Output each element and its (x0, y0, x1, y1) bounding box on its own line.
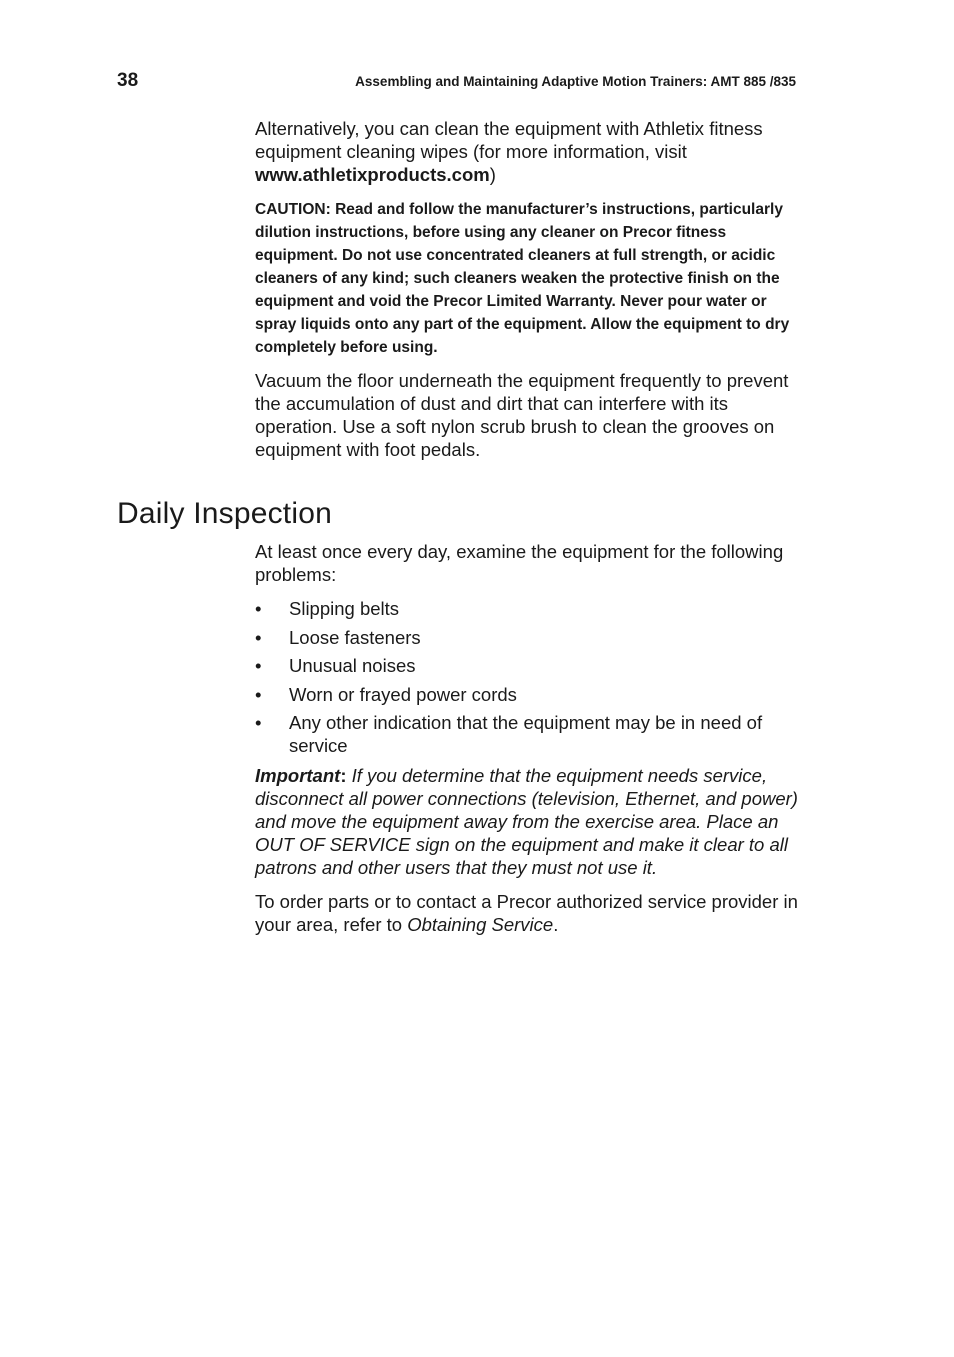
important-colon: : (340, 765, 347, 786)
important-text: If you determine that the equipment needs service, disconnect all power connections (television, Ethernet, and power) and move the equipment away from the exercise area. Place an OUT OF SERVICE sign on the equipment and make it clear to all patrons and other users that they must not use it. (255, 765, 798, 878)
section-heading-daily-inspection: Daily Inspection (117, 497, 332, 530)
order-parts-text-end: . (553, 914, 559, 935)
bullet-icon: • (255, 712, 262, 733)
intro-text: Alternatively, you can clean the equipment with Athletix fitness equipment cleaning wipes (for more information, visit (255, 118, 763, 162)
order-parts-text: To order parts or to contact a Precor authorized service provider in your area, refer to (255, 891, 798, 935)
list-item-label: Slipping belts (289, 598, 400, 619)
order-parts-paragraph (255, 890, 800, 936)
bullet-icon: • (255, 655, 262, 676)
inspection-intro: At least once every day, examine the equipment for the following problems: (255, 541, 784, 585)
list-item-label: Any other indication that the equipment may be in need of service (289, 712, 763, 756)
problem-list (255, 597, 800, 763)
obtaining-service-reference[interactable]: Obtaining Service (407, 914, 554, 935)
important-note (255, 764, 800, 879)
list-item-label: Worn or frayed power cords (289, 683, 517, 705)
list-item (255, 626, 800, 649)
list-item (255, 654, 800, 677)
athletix-link[interactable]: www.athletixproducts.com (255, 164, 490, 185)
intro-text-end: ) (489, 164, 496, 185)
important-label: Important (255, 765, 341, 786)
bullet-icon: • (255, 626, 262, 648)
bullet-icon: • (255, 683, 262, 705)
list-item (255, 597, 800, 620)
list-item (255, 711, 800, 757)
bullet-icon: • (255, 598, 262, 619)
list-item-label: Unusual noises (289, 655, 416, 676)
caution-paragraph: CAUTION: Read and follow the manufacturer’s instructions, particularly dilution instructions, before using any cleaner on Precor fitness equipment. Do not use concentrated cleaners at full strength, or acidic cleaners of any kind; such cleaners weaken the protective finish on the equipment and void the Precor Limited Warranty. Never pour water or spray liquids onto any part of the equipment. Allow the equipment to dry completely before using. (255, 201, 790, 356)
running-header: Assembling and Maintaining Adaptive Motion Trainers: AMT 885 /835 (355, 74, 796, 89)
list-item-label: Loose fasteners (289, 626, 421, 648)
list-item (255, 683, 800, 706)
intro-paragraph (255, 117, 800, 186)
vacuum-paragraph: Vacuum the floor underneath the equipment frequently to prevent the accumulation of dust and dirt that can interfere with its operation. Use a soft nylon scrub brush to clean the grooves on equipment with foot pedals. (255, 370, 789, 460)
page-number: 38 (117, 70, 139, 91)
